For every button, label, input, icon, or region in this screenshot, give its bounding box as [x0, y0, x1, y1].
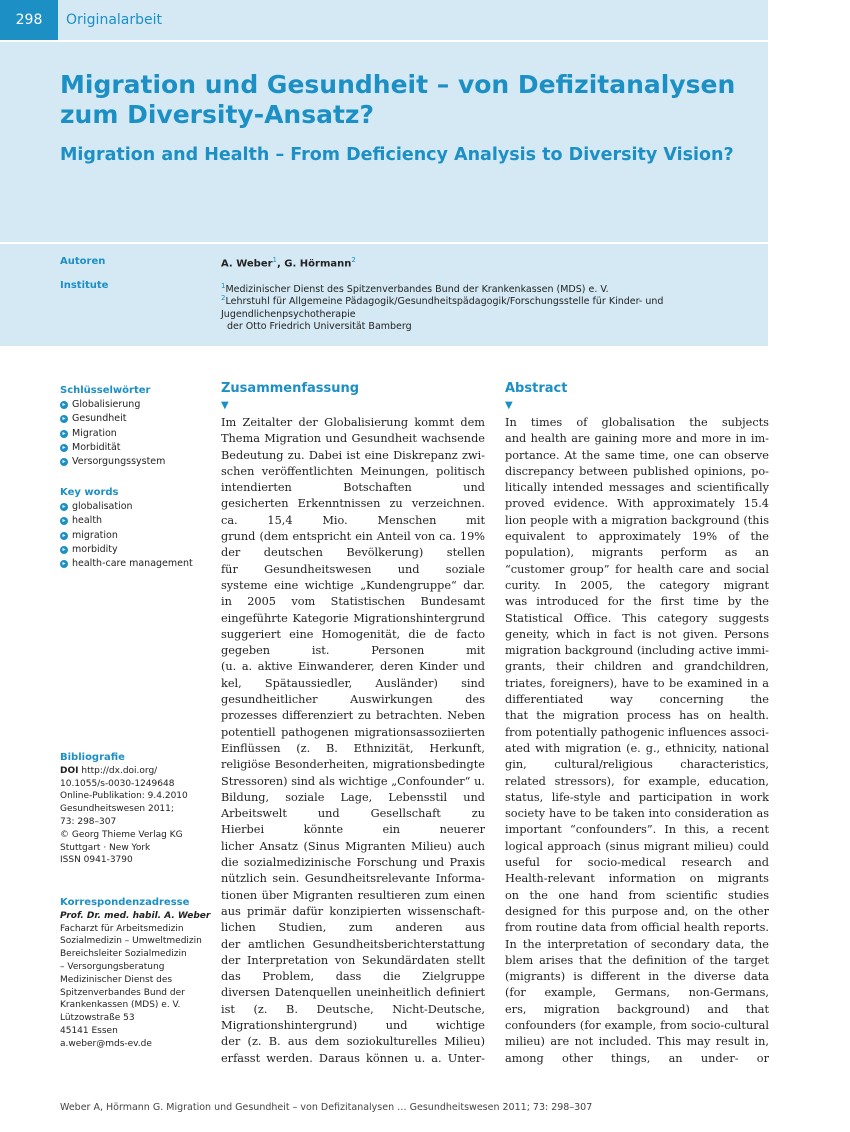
text-line: Bildung, soziale Lage, Lebensstil und	[221, 790, 485, 804]
text-line: grund (dem entspricht ein Anteil von ca. 19%	[221, 530, 485, 544]
text-line: In the interpretation of secondary data, the	[505, 937, 769, 951]
keyword-text: Globalisierung	[72, 399, 141, 411]
keyword-text: morbidity	[72, 544, 118, 556]
publisher-location: Stuttgart · New York	[60, 842, 151, 853]
keyword-text: health-care management	[72, 558, 193, 570]
text-line: suggeriert eine Homogenität, die de facto	[221, 627, 485, 641]
bibliography	[60, 752, 215, 867]
text-line: differentiated way concerning the	[505, 693, 769, 707]
text-line: curity. In 2005, the category migrant	[505, 578, 769, 592]
keyword-item	[60, 557, 210, 571]
text-line: society have to be taken into consideration as	[505, 807, 769, 821]
address-line: Facharzt für Arbeitsmedizin	[60, 923, 184, 934]
text-line: die sozialmedizinische Forschung und Praxis	[221, 856, 485, 870]
text-line: erfasst werden. Daraus können u. a. Unter-	[221, 1051, 485, 1065]
text-line: systeme eine wichtige „Kundengruppe“ dar.	[221, 578, 485, 592]
text-line: gin, cultural/religious characteristics,	[505, 758, 769, 772]
bullet-arrow-icon: ▸	[60, 401, 68, 409]
bullet-arrow-icon: ▸	[60, 546, 68, 554]
text-line: from potentially pathogenic influences associ-	[505, 725, 769, 739]
text-line: proved evidence. With approximately 15.4	[505, 497, 769, 511]
text-line: gesundheitlicher Auswirkungen des	[221, 693, 485, 707]
authors-label: Autoren	[60, 256, 106, 267]
text-line: migration background (including active immi-	[505, 644, 769, 658]
keyword-text: Versorgungssystem	[72, 456, 166, 468]
text-line: discrepancy between published opinions, po-	[505, 464, 769, 478]
text-line: important “confounders”. In this, a recent	[505, 823, 769, 837]
keyword-text: health	[72, 515, 103, 527]
text-line: In times of globalisation the subjects	[505, 416, 769, 429]
bullet-arrow-icon: ▸	[60, 532, 68, 540]
text-line: Arbeitswelt und Gesellschaft zu	[221, 807, 485, 821]
title-english: Migration and Health – From Deficiency Analysis to Diversity Vision?	[60, 145, 734, 165]
keyword-text: Migration	[72, 427, 117, 439]
author-weber: A. Weber	[221, 258, 273, 270]
keyword-item	[60, 543, 210, 557]
text-line: Stressoren) sind als wichtige „Confounder“ u.	[221, 774, 485, 788]
text-line: das Problem, dass die Zielgruppe	[221, 970, 485, 984]
volume-pages: 73: 298–307	[60, 816, 117, 827]
correspondence-name: Prof. Dr. med. habil. A. Weber	[60, 910, 211, 921]
text-line: der amtlichen Gesundheitsberichterstattung	[221, 937, 485, 951]
zusammenfassung-text	[221, 415, 485, 1067]
down-arrow-icon: ▼	[505, 400, 513, 411]
institutes-label: Institute	[60, 280, 109, 291]
text-line: aus primär dafür konzipierten wissenschaft-	[221, 904, 485, 918]
text-line: intendierten Botschaften und	[221, 481, 485, 495]
text-line: ca. 15,4 Mio. Menschen mit	[221, 513, 485, 527]
text-line: designed for this purpose and, on the other	[505, 904, 769, 918]
page-number: 298	[0, 0, 58, 40]
author-hoermann: , G. Hörmann	[277, 258, 352, 270]
doi-line	[60, 765, 215, 778]
text-line: Thema Migration und Gesundheit wachsende	[221, 432, 485, 446]
text-line: lion people with a migration background (this	[505, 513, 769, 527]
bullet-arrow-icon: ▸	[60, 458, 68, 466]
keyword-text: Morbidität	[72, 442, 121, 454]
keyword-item	[60, 514, 210, 528]
text-line: related stressors), for example, education,	[505, 774, 769, 788]
keyword-item	[60, 398, 210, 412]
text-line: prozesses differenziert zu betrachten. Neben	[221, 709, 485, 723]
journal: Gesundheitswesen 2011;	[60, 804, 174, 815]
email-link[interactable]: a.weber@mds-ev.de	[60, 1038, 152, 1049]
correspondence-heading: Korrespondenzadresse	[60, 897, 190, 908]
text-line: status, life-style and participation in work	[505, 790, 769, 804]
text-line: eingeführte Kategorie Migrationshintergrund	[221, 611, 485, 625]
text-line: in 2005 vom Statistischen Bundesamt	[221, 595, 485, 609]
institute-2-text: Lehrstuhl für Allgemeine Pädagogik/Gesundheitspädagogik/Forschungsstelle für Kinder- und Jugendlichenpsychotherapie	[221, 296, 664, 320]
section-label: Originalarbeit	[66, 12, 162, 28]
down-arrow-icon: ▼	[221, 400, 229, 411]
bullet-arrow-icon: ▸	[60, 503, 68, 511]
text-line: triates, foreigners), have to be examined in a	[505, 676, 769, 690]
authors	[221, 256, 356, 269]
text-line: potentiell pathogenen migrationsassoziierten	[221, 725, 485, 739]
issn: ISSN 0941-3790	[60, 855, 133, 866]
text-line: ated with migration (e. g., ethnicity, national	[505, 741, 769, 755]
text-line: gegeben ist. Personen mit	[221, 644, 485, 658]
text-line: logical approach (sinus migrant milieu) could	[505, 839, 769, 853]
text-line: Statistical Office. This category suggests	[505, 611, 769, 625]
keywords-en-heading: Key words	[60, 487, 119, 498]
address-line: 45141 Essen	[60, 1025, 118, 1036]
address-line: Spitzenverbandes Bund der	[60, 987, 185, 998]
text-line: geneity, which in fact is not given. Persons	[505, 627, 769, 641]
bullet-arrow-icon: ▸	[60, 430, 68, 438]
text-line: on the one hand from scientific studies	[505, 888, 769, 902]
text-line: blem arises that the definition of the target	[505, 953, 769, 967]
abstract-text	[505, 415, 769, 1067]
text-line: from routine data from official health reports.	[505, 921, 769, 935]
author-weber-affil: 1	[272, 256, 278, 264]
text-line: für Gesundheitswesen und soziale	[221, 562, 485, 576]
doi-link[interactable]: http://dx.doi.org/	[81, 765, 158, 776]
keyword-item	[60, 455, 210, 469]
text-line: litically intended messages and scientifically	[505, 481, 769, 495]
text-line: milieu) are not included. This may result in,	[505, 1035, 769, 1049]
text-line: gesicherten Erkenntnissen zu verzeichnen.	[221, 497, 485, 511]
address-line: Medizinischer Dienst des	[60, 974, 173, 985]
institute-2-text-cont: der Otto Friedrich Universität Bamberg	[227, 321, 412, 333]
keyword-text: Gesundheit	[72, 413, 127, 425]
text-line: (u. a. aktive Einwanderer, deren Kinder und	[221, 660, 485, 674]
footer-citation: Weber A, Hörmann G. Migration und Gesundheit – von Defizitanalysen … Gesundheitswesen 2011; 73: 298–307	[60, 1102, 593, 1113]
text-line: licher Ansatz (Sinus Migranten Milieu) auch	[221, 839, 485, 853]
address-line: Bereichsleiter Sozialmedizin	[60, 949, 187, 960]
keywords-en	[60, 486, 210, 571]
keyword-item	[60, 529, 210, 543]
bullet-arrow-icon: ▸	[60, 517, 68, 525]
text-line: among other things, an under- or	[505, 1051, 769, 1065]
text-line: Im Zeitalter der Globalisierung kommt dem	[221, 416, 485, 429]
text-line: Hierbei könnte ein neuerer	[221, 823, 485, 837]
text-line: (for example, Germans, non-Germans,	[505, 986, 769, 1000]
keyword-text: migration	[72, 529, 118, 541]
bullet-arrow-icon: ▸	[60, 560, 68, 568]
text-line: Migrationshintergrund) und wichtige	[221, 1018, 485, 1032]
address-line: – Versorgungsberatung	[60, 961, 165, 972]
text-line: der Interpretation von Sekundärdaten stellt	[221, 953, 485, 967]
author-hoermann-affil: 2	[351, 256, 356, 264]
text-line: “customer group” for health care and social	[505, 562, 769, 576]
title-german: Migration und Gesundheit – von Defizitanalysen zum Diversity-Ansatz?	[60, 70, 736, 129]
address-line: Lützowstraße 53	[60, 1013, 135, 1024]
text-line: and health are gaining more and more in im-	[505, 432, 769, 446]
text-line: grants, their children and grandchildren,	[505, 660, 769, 674]
institute-1-num: 1	[221, 282, 226, 290]
bibliography-heading: Bibliografie	[60, 752, 125, 763]
text-line: schen veröffentlichten Meinungen, politisch	[221, 464, 485, 478]
text-line: was introduced for the first time by the	[505, 595, 769, 609]
online-publication: Online-Publikation: 9.4.2010	[60, 791, 188, 802]
text-line: lichen Studien, zum anderen aus	[221, 921, 485, 935]
text-line: tionen über Migranten resultieren zum einen	[221, 888, 485, 902]
publisher: © Georg Thieme Verlag KG	[60, 829, 183, 840]
text-line: equivalent to approximately 19% of the	[505, 530, 769, 544]
address-line: Sozialmedizin – Umweltmedizin	[60, 936, 202, 947]
doi-label: DOI	[60, 765, 79, 776]
keyword-item	[60, 412, 210, 426]
text-line: religiöse Besonderheiten, migrationsbedingte	[221, 758, 485, 772]
text-line: useful for socio-medical research and	[505, 856, 769, 870]
text-line: population), migrants perform as an	[505, 546, 769, 560]
text-line: Health-relevant information on migrants	[505, 872, 769, 886]
keyword-item	[60, 500, 210, 514]
keyword-item	[60, 427, 210, 441]
bullet-arrow-icon: ▸	[60, 444, 68, 452]
address-line: Krankenkassen (MDS) e. V.	[60, 1000, 181, 1011]
text-line: Einflüssen (z. B. Ethnizität, Herkunft,	[221, 741, 485, 755]
abstract-heading: Abstract	[505, 381, 568, 396]
text-line: der deutschen Bevölkerung) stellen	[221, 546, 485, 560]
keywords-de-heading: Schlüsselwörter	[60, 385, 151, 396]
text-line: der (z. B. aus dem soziokulturelles Milieu)	[221, 1035, 485, 1049]
doi-value: 10.1055/s-0030-1249648	[60, 778, 175, 789]
text-line: (migrants) is different in the diverse data	[505, 970, 769, 984]
text-line: portance. At the same time, one can observe	[505, 448, 769, 462]
keyword-item	[60, 441, 210, 455]
zusammenfassung-heading: Zusammenfassung	[221, 381, 360, 396]
text-line: Bedeutung zu. Dabei ist eine Diskrepanz zwi-	[221, 448, 485, 462]
text-line: ist (z. B. Deutsche, Nicht-Deutsche,	[221, 1002, 485, 1016]
keyword-text: globalisation	[72, 501, 133, 513]
keywords-de	[60, 384, 210, 469]
institute-2	[221, 292, 769, 334]
text-line: ers, migration background) and that	[505, 1002, 769, 1016]
bullet-arrow-icon: ▸	[60, 415, 68, 423]
institute-2-num: 2	[221, 294, 226, 302]
correspondence	[60, 897, 215, 1051]
institute-1-text: Medizinischer Dienst des Spitzenverbandes Bund der Krankenkassen (MDS) e. V.	[225, 284, 609, 296]
text-line: confounders (for example, from socio-cultural	[505, 1018, 769, 1032]
text-line: diversen Datenquellen uneinheitlich definiert	[221, 986, 485, 1000]
text-line: nützlich sein. Gesundheitsrelevante Informa-	[221, 872, 485, 886]
text-line: kel, Spätaussiedler, Ausländer) sind	[221, 676, 485, 690]
text-line: that the migration process has on health.	[505, 709, 769, 723]
